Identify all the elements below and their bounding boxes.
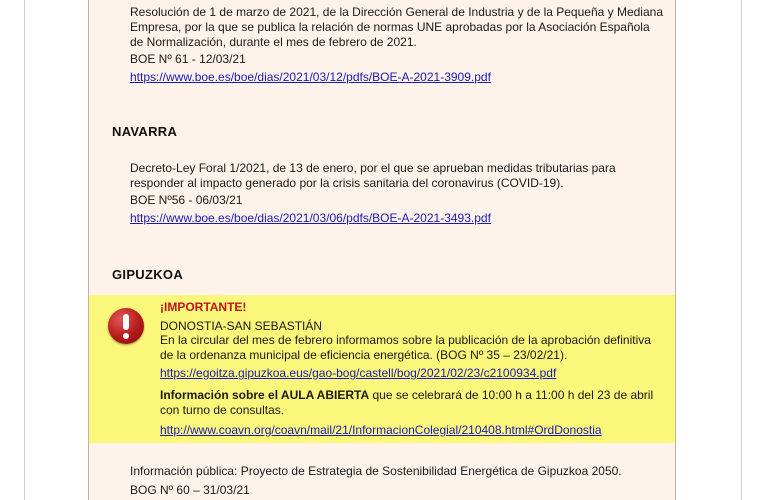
- important-text: En la circular del mes de febrero informamos sobre la publicación de la aprobación definitiva de la ordenanza municipal de eficiencia energética. (BOG Nº 35 – 23/02/21).: [160, 333, 651, 362]
- info-publica-text: Información pública: Proyecto de Estrategia de Sostenibilidad Energética de Gipuzkoa 2050.: [130, 464, 622, 478]
- section-heading-navarra: NAVARRA: [112, 124, 178, 139]
- info-publica-ref: BOG Nº 60 – 31/03/21: [130, 483, 250, 497]
- resolution-link[interactable]: https://www.boe.es/boe/dias/2021/03/12/pdfs/BOE-A-2021-3909.pdf: [130, 70, 491, 84]
- aula-abierta-text: [160, 388, 665, 418]
- important-city: DONOSTIA-SAN SEBASTIÁN: [160, 319, 323, 333]
- navarra-text: Decreto-Ley Foral 1/2021, de 13 de enero, por el que se aprueban medidas tributarias para responder al impacto generado por la crisis sanitaria del coronavirus (COVID-19).: [130, 161, 616, 190]
- section-heading-gipuzkoa: GIPUZKOA: [112, 267, 184, 282]
- important-bog-link[interactable]: https://egoitza.gipuzkoa.eus/gao-bog/castell/bog/2021/02/23/c2100934.pdf: [160, 366, 557, 380]
- aula-abierta-label: Información sobre el AULA ABIERTA: [160, 388, 370, 402]
- aula-abierta-details: que se celebrará de 10:00 h a 11:00 h del 23 de abril con turno de consultas.: [160, 388, 654, 417]
- resolution-ref: BOE Nº 61 - 12/03/21: [130, 52, 246, 66]
- navarra-ref: BOE Nº56 - 06/03/21: [130, 193, 243, 207]
- exclamation-circle-icon: [108, 308, 144, 344]
- navarra-link[interactable]: https://www.boe.es/boe/dias/2021/03/06/pdfs/BOE-A-2021-3493.pdf: [130, 211, 491, 225]
- resolution-text: Resolución de 1 de marzo de 2021, de la Dirección General de Industria y de la Pequeña y Mediana Empresa, por la que se publica la relación de normas UNE aprobadas por la Asociación Española de Normalización, durante el mes de febrero de 2021.: [130, 5, 663, 49]
- important-label: ¡IMPORTANTE!: [160, 300, 247, 314]
- aula-abierta-link[interactable]: http://www.coavn.org/coavn/mail/21/InformacionColegial/210408.html#OrdDonostia: [160, 423, 602, 437]
